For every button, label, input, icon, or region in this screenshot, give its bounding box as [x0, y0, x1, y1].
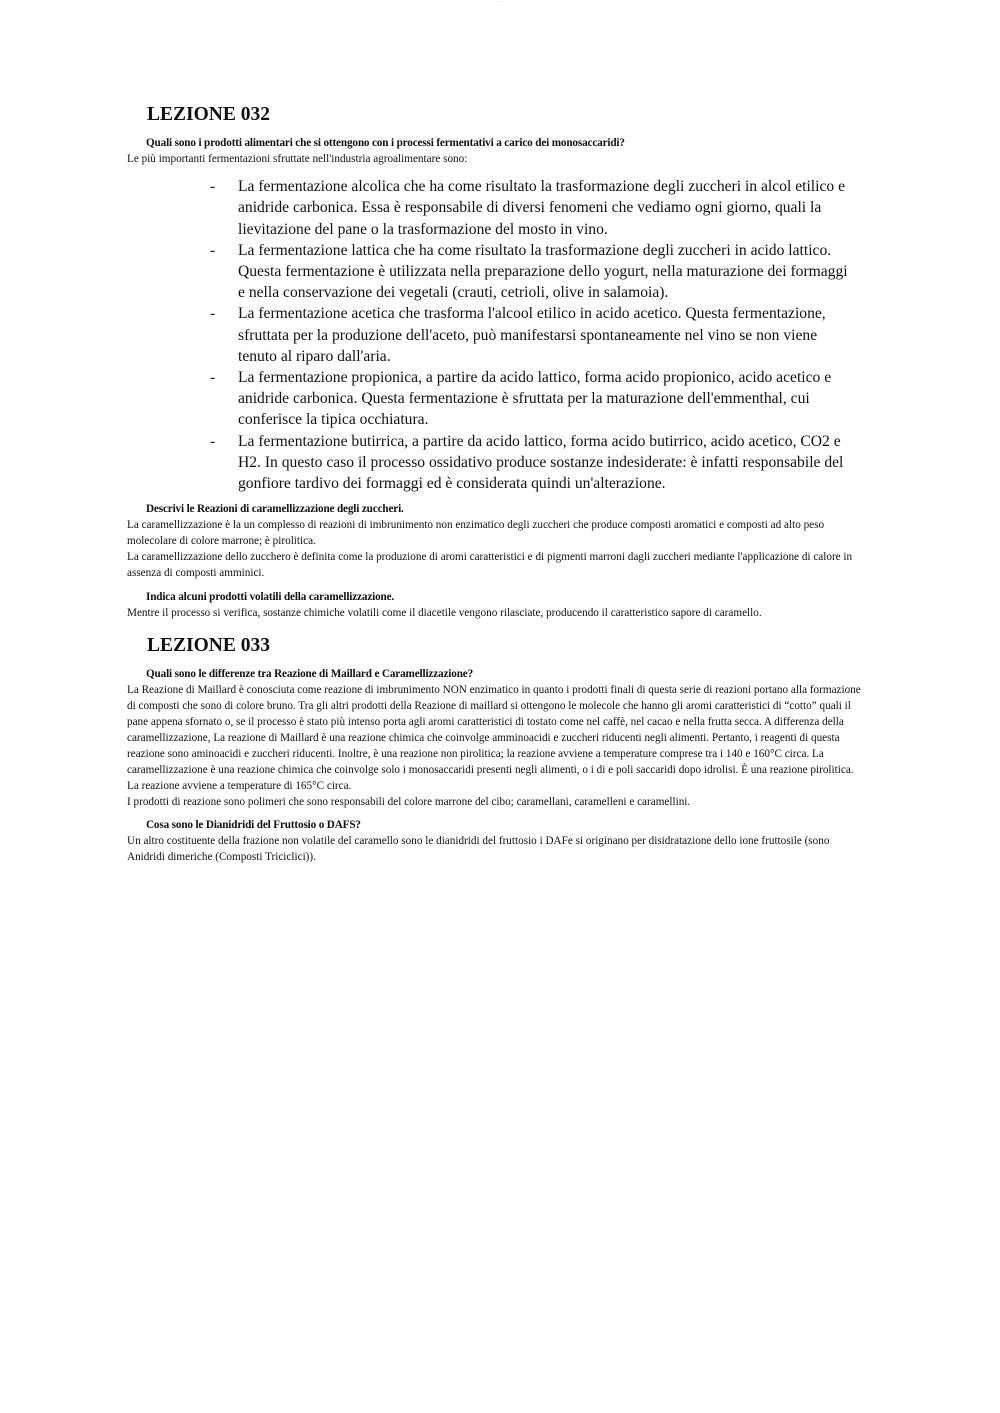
caramelization-paragraph-2: La caramellizzazione dello zucchero è definita come la produzione di aromi caratteristici e di pigmenti marroni dagli zuccheri mediante l'applicazione di calore in assenza di composti amminici.	[127, 551, 853, 580]
maillard-paragraph-2: I prodotti di reazione sono polimeri che sono responsabili del colore marrone del cibo; caramellani, caramelleni e caramellini.	[127, 796, 691, 809]
list-item-text: La fermentazione lattica che ha come risultato la trasformazione degli zuccheri in acido lattico. Questa fermentazione è utilizzata nella preparazione dello yogurt, nella maturazione dei formaggi e nella conservazione dei vegetali (crauti, cetrioli, olive in salamoia).	[238, 241, 848, 302]
lesson-032-title: LEZIONE 032	[147, 104, 270, 125]
question-volatile-products: Indica alcuni prodotti volatili della caramellizzazione.	[146, 590, 395, 603]
maillard-paragraph-1: La Reazione di Maillard è conosciuta come reazione di imbrunimento NON enzimatico in quanto i prodotti finali di questa serie di reazioni portano alla formazione di composti che sono di colore bruno. Tra gli altri prodotti della Reazione di maillard si ottengono le molecole che hanno gli aromi caratteristici di “cotto” quali il pane appena sfornato o, se il processo è stato più intenso porta agli aromi caratteristici di tostato come nel caffè, nel cacao e nella frutta secca. A differenza della caramellizzazione, La reazione di Maillard è una reazione chimica che coinvolge amminoacidi e zuccheri riducenti negli alimenti. Pertanto, i reagenti di questa reazione sono aminoacidi e zuccheri riducenti. Inoltre, è una reazione non pirolitica; la reazione avviene a temperature comprese tra i 140 e 160°C circa. La caramellizzazione è una reazione chimica che coinvolge solo i monosaccaridi presenti negli alimenti, o i di e poli saccaridi dopo idrolisi. È una reazione pirolitica. La reazione avviene a temperature di 165°C circa.	[127, 683, 861, 793]
bullet-dash: -	[210, 432, 216, 450]
bullet-dash: -	[210, 305, 216, 323]
list-item	[210, 176, 850, 240]
caramelization-paragraph-1: La caramellizzazione è la un complesso di reazioni di imbrunimento non enzimatico degli zuccheri che produce composti aromatici e composti ad alto peso molecolare di colore marrone; è pirolitica.	[127, 519, 825, 548]
list-item	[210, 431, 850, 495]
question-maillard-vs-caramelization: Quali sono le differenze tra Reazione di Maillard e Caramellizzazione?	[146, 667, 474, 680]
document-body	[127, 100, 867, 866]
question-caramelization-reactions: Descrivi le Reazioni di caramellizzazione degli zuccheri.	[146, 503, 404, 516]
list-item-text: La fermentazione propionica, a partire da acido lattico, forma acido propionico, acido acetico e anidride carbonica. Questa fermentazione è sfruttata per la maturazione dell'emmenthal, cui conferisce la tipica occhiatura.	[238, 368, 832, 429]
dafs-paragraph: Un altro costituente della frazione non volatile del caramello sono le dianidridi del fruttosio i DAFe si originano per disidratazione dello ione fruttosile (sono Anidridi dimeriche (Composti Triciclici)).	[127, 835, 830, 864]
lesson-033-title: LEZIONE 033	[147, 634, 270, 656]
list-item-text: La fermentazione butirrica, a partire da acido lattico, forma acido butirrico, acido acetico, CO2 e H2. In questo caso il processo ossidativo produce sostanze indesiderate: è infatti responsabile del gonfiore tardivo dei formaggi ed è considerata quindi un'alterazione.	[238, 432, 844, 492]
list-item	[210, 367, 850, 431]
bullet-dash: -	[210, 368, 216, 386]
volatile-products-paragraph: Mentre il processo si verifica, sostanze chimiche volatili come il diacetile vengono rilasciate, producendo il caratteristico sapore di caramello.	[127, 606, 762, 619]
fermentation-list	[127, 176, 850, 494]
header-mark: · · ·	[496, 0, 504, 5]
list-item	[210, 240, 850, 304]
question-dafs: Cosa sono le Dianidridi del Fruttosio o DAFS?	[146, 819, 361, 832]
question-fermentation-products: Quali sono i prodotti alimentari che si ottengono con i processi fermentativi a carico dei monosaccaridi?	[146, 137, 625, 149]
bullet-dash: -	[210, 178, 216, 196]
list-item-text: La fermentazione acetica che trasforma l'alcool etilico in acido acetico. Questa fermentazione, sfruttata per la produzione dell'aceto, può manifestarsi spontaneamente nel vino se non viene tenuto al riparo dall'aria.	[238, 305, 826, 365]
fermentation-intro: Le più importanti fermentazioni sfruttate nell'industria agroalimentare sono:	[127, 153, 468, 165]
list-item	[210, 303, 850, 367]
list-item-text: La fermentazione alcolica che ha come risultato la trasformazione degli zuccheri in alcol etilico e anidride carbonica. Essa è responsabile di diversi fenomeni che vediamo ogni giorno, quali la lievitazione del pane o la trasformazione del mosto in vino.	[238, 178, 845, 238]
bullet-dash: -	[210, 241, 216, 259]
